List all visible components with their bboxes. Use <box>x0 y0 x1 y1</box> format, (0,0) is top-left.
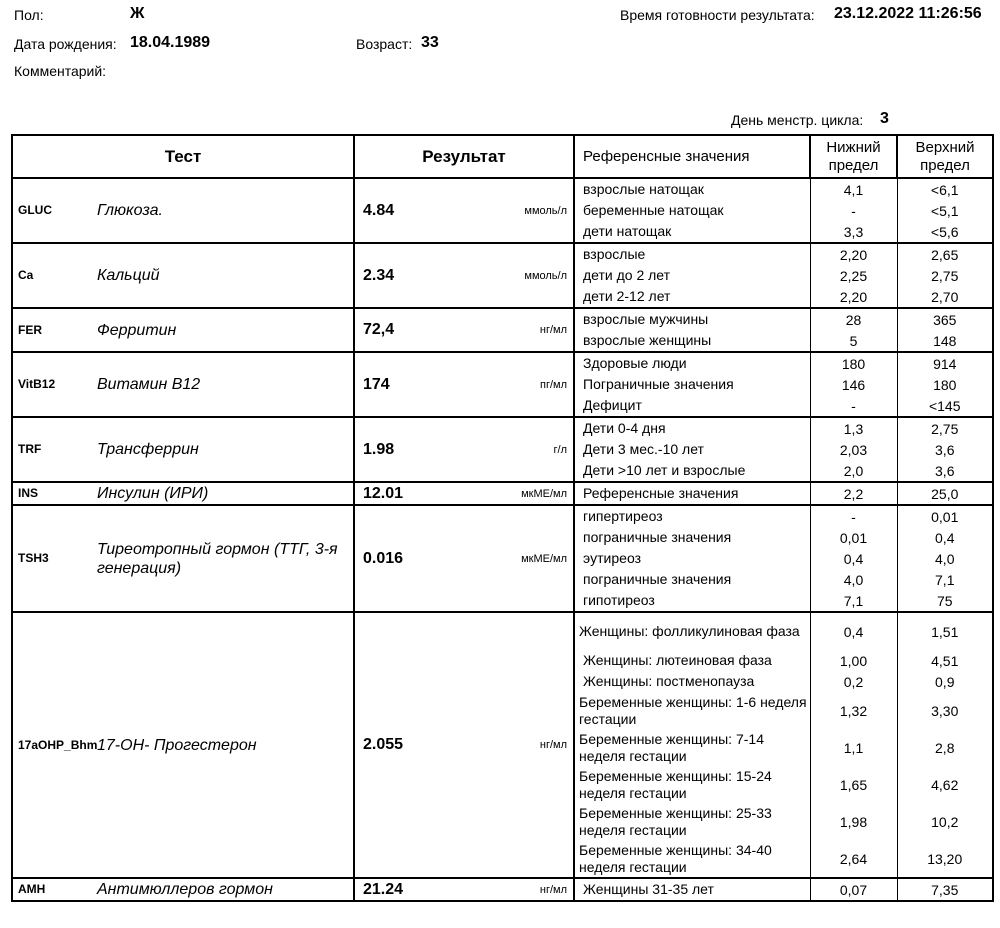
reference-label: Беременные женщины: 1-6 неделя гестации <box>574 692 810 729</box>
table-row <box>12 243 993 265</box>
ready-time-label: Время готовности результата: <box>620 7 815 23</box>
table-row <box>12 308 993 330</box>
reference-high: 4,0 <box>897 548 993 569</box>
reference-high: 2,75 <box>897 417 993 439</box>
comment-label: Комментарий: <box>14 63 107 79</box>
test-name: Ферритин <box>95 308 354 352</box>
dob-label: Дата рождения: <box>14 36 117 52</box>
dob-value: 18.04.1989 <box>130 34 211 51</box>
reference-label: беременные натощак <box>574 200 810 221</box>
reference-low: 2,2 <box>810 482 897 505</box>
reference-label: Беременные женщины: 25-33 неделя гестации <box>574 803 810 840</box>
reference-high: 3,6 <box>897 460 993 482</box>
test-name: Кальций <box>95 243 354 308</box>
sex-label: Пол: <box>14 7 44 23</box>
reference-high: 3,30 <box>897 692 993 729</box>
reference-high: <5,1 <box>897 200 993 221</box>
reference-label: Пограничные значения <box>574 374 810 395</box>
reference-low: 180 <box>810 352 897 374</box>
test-result: 1.98 <box>354 417 504 482</box>
reference-high: <6,1 <box>897 178 993 200</box>
ready-time-value: 23.12.2022 11:26:56 <box>834 5 982 22</box>
reference-low: 2,0 <box>810 460 897 482</box>
table-row <box>12 482 993 505</box>
reference-low: 5 <box>810 330 897 352</box>
reference-label: взрослые <box>574 243 810 265</box>
cycle-day-label: День менстр. цикла: <box>731 112 864 128</box>
reference-low: 7,1 <box>810 590 897 612</box>
reference-label: дети натощак <box>574 221 810 243</box>
test-name: Глюкоза. <box>95 178 354 243</box>
test-name: Трансферрин <box>95 417 354 482</box>
reference-label: взрослые женщины <box>574 330 810 352</box>
results-table <box>11 134 994 902</box>
test-unit: мкМЕ/мл <box>504 482 574 505</box>
test-unit: пг/мл <box>504 352 574 417</box>
reference-label: Дефицит <box>574 395 810 417</box>
reference-label: Женщины: постменопауза <box>574 671 810 692</box>
test-code: TSH3 <box>12 505 95 612</box>
reference-high: 7,35 <box>897 878 993 901</box>
cycle-day-value: 3 <box>880 110 889 127</box>
reference-label: Референсные значения <box>574 482 810 505</box>
col-header-result: Результат <box>354 135 574 178</box>
test-result: 2.055 <box>354 612 504 878</box>
reference-label: пограничные значения <box>574 569 810 590</box>
reference-high: 0,01 <box>897 505 993 527</box>
reference-label: Беременные женщины: 34-40 неделя гестации <box>574 840 810 878</box>
test-code: AMH <box>12 878 95 901</box>
reference-low: 4,1 <box>810 178 897 200</box>
table-row <box>12 417 993 439</box>
reference-low: - <box>810 395 897 417</box>
reference-low: 2,03 <box>810 439 897 460</box>
reference-label: дети до 2 лет <box>574 265 810 286</box>
reference-low: - <box>810 505 897 527</box>
table-row <box>12 878 993 901</box>
reference-high: 4,51 <box>897 650 993 671</box>
test-unit: нг/мл <box>504 878 574 901</box>
reference-low: 0,2 <box>810 671 897 692</box>
reference-label: гипертиреоз <box>574 505 810 527</box>
test-code: TRF <box>12 417 95 482</box>
col-header-low: Нижний предел <box>810 135 897 178</box>
test-code: FER <box>12 308 95 352</box>
reference-low: 3,3 <box>810 221 897 243</box>
col-header-high: Верхний предел <box>897 135 993 178</box>
reference-label: взрослые мужчины <box>574 308 810 330</box>
col-header-reference: Референсные значения <box>574 135 810 178</box>
reference-high: 25,0 <box>897 482 993 505</box>
reference-low: 0,07 <box>810 878 897 901</box>
reference-low: 0,4 <box>810 612 897 650</box>
reference-low: 2,25 <box>810 265 897 286</box>
test-result: 21.24 <box>354 878 504 901</box>
reference-low: 2,64 <box>810 840 897 878</box>
reference-label: взрослые натощак <box>574 178 810 200</box>
reference-high: 148 <box>897 330 993 352</box>
reference-high: 7,1 <box>897 569 993 590</box>
reference-label: Беременные женщины: 7-14 неделя гестации <box>574 729 810 766</box>
reference-label: Женщины 31-35 лет <box>574 878 810 901</box>
reference-high: 3,6 <box>897 439 993 460</box>
reference-low: 1,32 <box>810 692 897 729</box>
table-row <box>12 505 993 527</box>
table-row <box>12 612 993 650</box>
reference-high: 4,62 <box>897 766 993 803</box>
table-row <box>12 178 993 200</box>
reference-high: 1,51 <box>897 612 993 650</box>
test-name: Тиреотропный гормон (ТТГ, 3-я генерация) <box>95 505 354 612</box>
test-unit: г/л <box>504 417 574 482</box>
test-name: 17-ОН- Прогестерон <box>95 612 354 878</box>
reference-high: 180 <box>897 374 993 395</box>
reference-high: 2,8 <box>897 729 993 766</box>
reference-low: 0,4 <box>810 548 897 569</box>
reference-label: Дети >10 лет и взрослые <box>574 460 810 482</box>
reference-high: 2,70 <box>897 286 993 308</box>
col-header-test: Тест <box>12 135 354 178</box>
reference-label: Женщины: фолликулиновая фаза <box>574 612 810 650</box>
reference-high: 13,20 <box>897 840 993 878</box>
test-unit: ммоль/л <box>504 243 574 308</box>
test-result: 2.34 <box>354 243 504 308</box>
reference-label: Дети 0-4 дня <box>574 417 810 439</box>
reference-low: 0,01 <box>810 527 897 548</box>
reference-low: 146 <box>810 374 897 395</box>
test-name: Витамин В12 <box>95 352 354 417</box>
reference-high: 0,9 <box>897 671 993 692</box>
reference-low: 4,0 <box>810 569 897 590</box>
test-result: 174 <box>354 352 504 417</box>
reference-label: гипотиреоз <box>574 590 810 612</box>
test-result: 4.84 <box>354 178 504 243</box>
reference-label: пограничные значения <box>574 527 810 548</box>
reference-label: дети 2-12 лет <box>574 286 810 308</box>
test-code: INS <box>12 482 95 505</box>
test-unit: мкМЕ/мл <box>504 505 574 612</box>
age-value: 33 <box>421 34 439 51</box>
test-name: Антимюллеров гормон <box>95 878 354 901</box>
test-code: Ca <box>12 243 95 308</box>
reference-high: 2,75 <box>897 265 993 286</box>
reference-low: 1,65 <box>810 766 897 803</box>
test-name: Инсулин (ИРИ) <box>95 482 354 505</box>
test-result: 72,4 <box>354 308 504 352</box>
reference-high: 365 <box>897 308 993 330</box>
reference-low: 1,98 <box>810 803 897 840</box>
reference-low: 1,00 <box>810 650 897 671</box>
test-unit: ммоль/л <box>504 178 574 243</box>
reference-high: 10,2 <box>897 803 993 840</box>
reference-label: Здоровые люди <box>574 352 810 374</box>
test-code: 17aOHP_Bhm <box>12 612 95 878</box>
test-unit: нг/мл <box>504 308 574 352</box>
reference-label: эутиреоз <box>574 548 810 569</box>
reference-label: Беременные женщины: 15-24 неделя гестации <box>574 766 810 803</box>
test-code: VitB12 <box>12 352 95 417</box>
reference-high: 2,65 <box>897 243 993 265</box>
reference-high: 75 <box>897 590 993 612</box>
sex-value: Ж <box>130 5 145 22</box>
test-result: 0.016 <box>354 505 504 612</box>
test-result: 12.01 <box>354 482 504 505</box>
reference-label: Женщины: лютеиновая фаза <box>574 650 810 671</box>
test-unit: нг/мл <box>504 612 574 878</box>
table-row <box>12 352 993 374</box>
reference-high: <5,6 <box>897 221 993 243</box>
reference-low: 28 <box>810 308 897 330</box>
reference-high: <145 <box>897 395 993 417</box>
reference-low: - <box>810 200 897 221</box>
reference-high: 0,4 <box>897 527 993 548</box>
reference-low: 1,3 <box>810 417 897 439</box>
reference-low: 1,1 <box>810 729 897 766</box>
reference-high: 914 <box>897 352 993 374</box>
reference-label: Дети 3 мес.-10 лет <box>574 439 810 460</box>
reference-low: 2,20 <box>810 243 897 265</box>
reference-low: 2,20 <box>810 286 897 308</box>
age-label: Возраст: <box>356 36 413 52</box>
test-code: GLUC <box>12 178 95 243</box>
